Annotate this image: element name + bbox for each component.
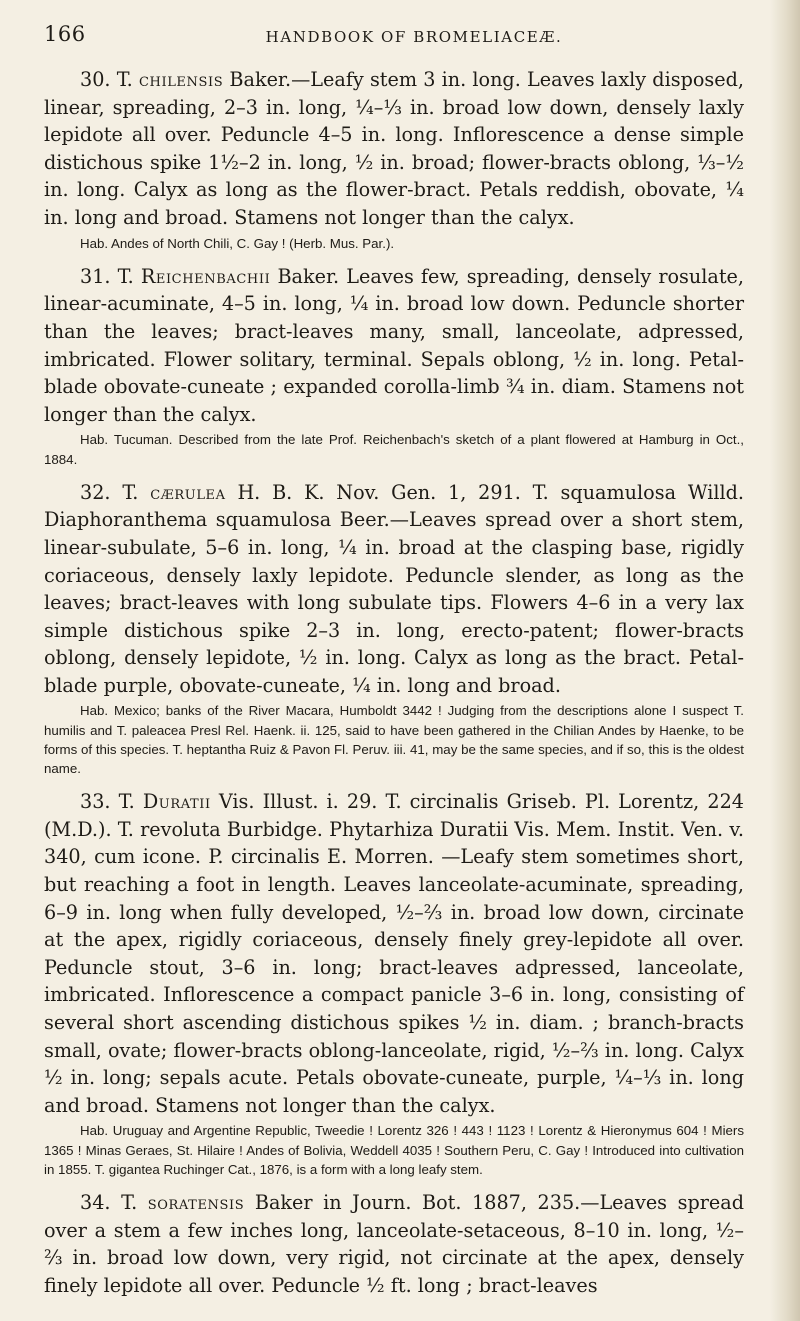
species-name: Reichenbachii <box>140 264 271 288</box>
entry-description: H. B. K. Nov. Gen. 1, 291. T. squamulosa Willd. Diaphoranthema squamulosa Beer.—Leaves spread over a short stem, linear-subulate, 5–6 in. long, ¼ in. broad at the clasping base, rigidly coriaceous, densely laxly lepidote. Peduncle slender, as long as the leaves; bract-leaves with long subulate tips. Flowers 4–6 in a very lax simple distichous spike 2–3 in. long, erecto-patent; flower-bracts oblong, densely lepidote, ½ in. long. Calyx as long as the bract. Petal-blade purple, obovate-cuneate, ¼ in. long and broad. <box>44 480 744 697</box>
species-name: soratensis <box>147 1191 245 1215</box>
species-entry <box>44 788 744 1119</box>
entry-number: 32. T. <box>80 480 139 504</box>
entry-number: 33. T. <box>80 790 135 814</box>
entry-number: 34. T. <box>80 1191 138 1215</box>
running-head: HANDBOOK OF BROMELIACEÆ. <box>265 28 563 46</box>
habitat-note: Hab. Mexico; banks of the River Macara, Humboldt 3442 ! Judging from the descriptions alone I suspect T. humilis and T. paleacea Presl Rel. Haenk. ii. 125, said to have been gathered in the Chilian Andes by Haenke, to be forms of this species. T. heptantha Ruiz & Pavon Fl. Peruv. iii. 41, may be the same species, and if so, this is the oldest name. <box>44 703 744 777</box>
species-entry <box>44 1189 744 1299</box>
entry-number: 30. T. <box>80 68 133 91</box>
species-name: cærulea <box>150 480 226 504</box>
habitat-note: Hab. Tucuman. Described from the late Prof. Reichenbach's sketch of a plant flowered at Hamburg in Oct., 1884. <box>44 432 744 467</box>
page-number: 166 <box>44 22 86 46</box>
page-header <box>44 0 744 66</box>
entry-description: Baker.—Leafy stem 3 in. long. Leaves laxly disposed, linear, spreading, 2–3 in. long, ¼–⅓ in. broad low down, densely laxly lepidote all over. Peduncle 4–5 in. long. Inflorescence a dense simple distichous spike 1½–2 in. long, ½ in. broad; flower-bracts oblong, ⅓–½ in. long. Calyx as long as the flower-bract. Petals reddish, obovate, ¼ in. long and broad. Stamens not longer than the calyx. <box>44 68 744 229</box>
species-name: Duratii <box>142 790 211 814</box>
species-entry <box>44 66 744 232</box>
entry-description: Baker. Leaves few, spreading, densely rosulate, linear-acuminate, 4–5 in. long, ¼ in. broad low down. Peduncle shorter than the leaves; bract-leaves many, small, lanceolate, adpressed, imbricated. Flower solitary, terminal. Sepals oblong, ½ in. long. Petal-blade obovate-cuneate ; expanded corolla-limb ¾ in. diam. Stamens not longer than the calyx. <box>44 264 744 426</box>
page-edge-shadow <box>770 0 800 1321</box>
habitat-note: Hab. Uruguay and Argentine Republic, Tweedie ! Lorentz 326 ! 443 ! 1123 ! Lorentz & Hieronymus 604 ! Miers 1365 ! Minas Geraes, St. Hilaire ! Andes of Bolivia, Weddell 4035 ! Southern Peru, C. Gay ! Introduced into cultivation in 1855. T. gigantea Ruchinger Cat., 1876, is a form with a long leafy stem. <box>44 1123 744 1177</box>
entry-description: Vis. Illust. i. 29. T. circinalis Griseb. Pl. Lorentz, 224 (M.D.). T. revoluta Burbidge. Phytarhiza Duratii Vis. Mem. Instit. Ven. v. 340, cum icone. P. circinalis E. Morren. —Leafy stem sometimes short, but reaching a foot in length. Leaves lanceolate-acuminate, spreading, 6–9 in. long when fully developed, ½–⅔ in. broad low down, circinate at the apex, rigidly coriaceous, densely finely grey-lepidote all over. Peduncle stout, 3–6 in. long; bract-leaves adpressed, lanceolate, imbricated. Inflorescence a compact panicle 3–6 in. long, consisting of several short ascending distichous spikes ½ in. diam. ; branch-bracts small, ovate; flower-bracts oblong-lanceolate, rigid, ½–⅔ in. long. Calyx ½ in. long; sepals acute. Petals obovate-cuneate, purple, ¼–⅓ in. long and broad. Stamens not longer than the calyx. <box>44 790 744 1117</box>
entry-description: Baker in Journ. Bot. 1887, 235.—Leaves spread over a stem a few inches long, lanceolate-setaceous, 8–10 in. long, ½–⅔ in. broad low down, very rigid, not circinate at the apex, densely finely lepidote all over. Peduncle ½ ft. long ; bract-leaves <box>44 1191 744 1297</box>
species-entry <box>44 263 744 429</box>
habitat-note: Hab. Andes of North Chili, C. Gay ! (Herb. Mus. Par.). <box>80 235 395 251</box>
species-name: chilensis <box>138 68 224 91</box>
entry-number: 31. T. <box>80 264 134 288</box>
species-entry <box>44 479 744 700</box>
